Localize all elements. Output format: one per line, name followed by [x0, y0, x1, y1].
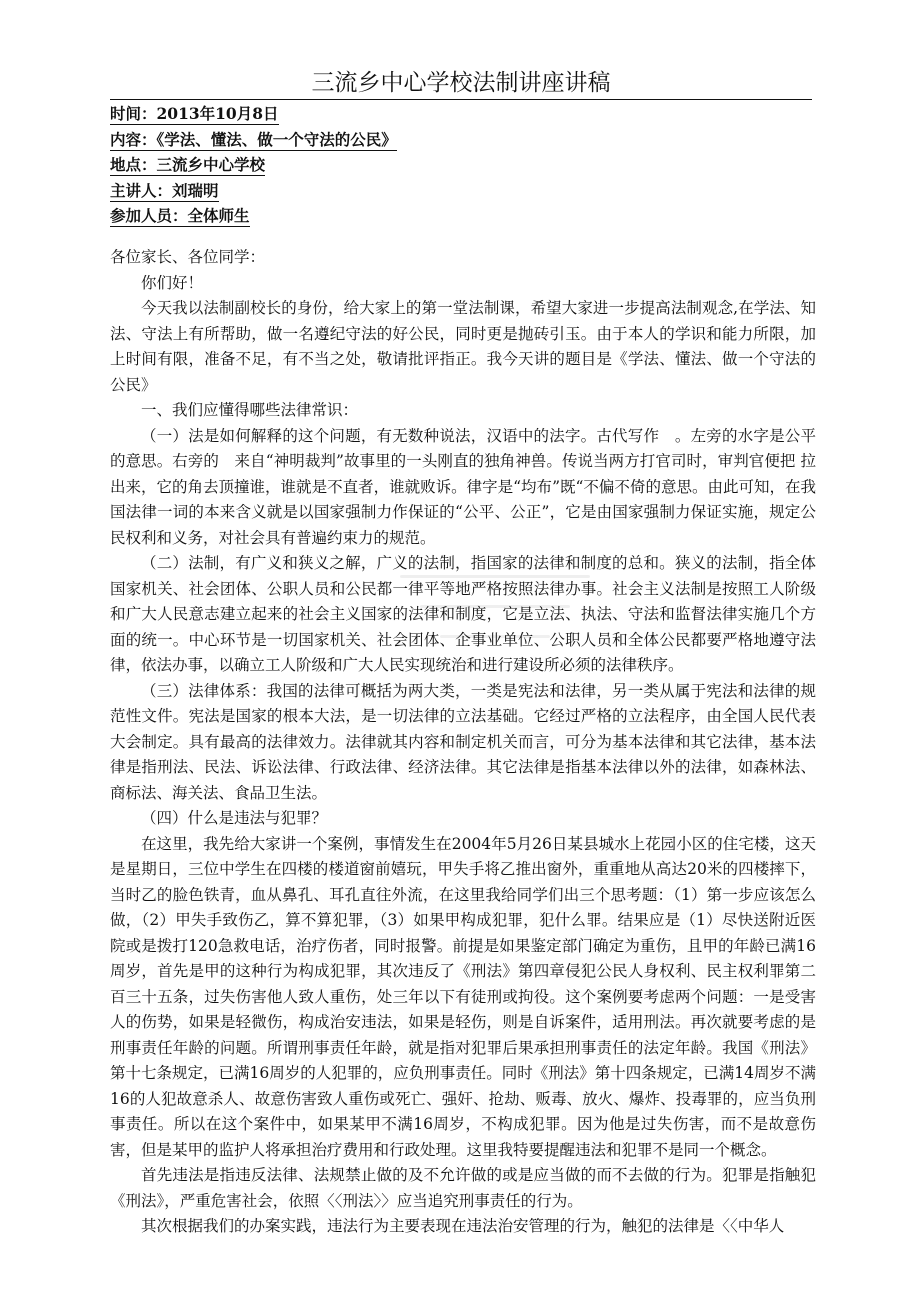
meta-speaker: 主讲人：刘瑞明: [110, 180, 219, 200]
meta-attendees: 参加人员：全体师生: [110, 206, 250, 225]
lecture-info: [110, 101, 812, 229]
subheading-crime: （四）什么是违法与犯罪？: [141, 809, 328, 827]
paragraph-law-definition: （一）法是如何解释的这个问题，有无数种说法，汉语中的法字。古代写作 。左旁的水字是公平的意思。右旁的 来自“神明裁判”故事里的一头刚直的独角神兽。传说当两方打官司时，审判官便把 拉出来，它的角去顶撞谁，谁就是不直者，谁就败诉。律字是“均布”既“不偏不倚的意思。由此可知，在我国法律一词的本来含义就是以国家强制力作保证的“公平、公正”，它是由国家强制力保证实施，规定公民权利和义务，对社会具有普遍约束力的规范。: [110, 426, 816, 547]
title-underline: [110, 99, 812, 100]
page-title: 三流乡中心学校法制讲座讲稿: [311, 70, 611, 96]
paragraph-intro: 今天我以法制副校长的身份，给大家上的第一堂法制课，希望大家进一步提高法制观念,在学法、知法、守法上有所帮助，做一名遵纪守法的好公民，同时更是抛砖引玉。由于本人的学识和能力所限，加上时间有限，准备不足，有不当之处，敬请批评指正。我今天讲的题目是《学法、懂法、做一个守法的公民》: [110, 299, 816, 394]
paragraph-practice: 其次根据我们的办案实践，违法行为主要表现在违法治安管理的行为，触犯的法律是〈〈中华人: [141, 1217, 785, 1235]
meta-time: 时间：2013年10月8日: [110, 104, 279, 123]
paragraph-case-study: 在这里，我先给大家讲一个案例，事情发生在2004年5月26日某县城水上花园小区的住宅楼，这天是星期日，三位中学生在四楼的楼道窗前嬉玩，甲失手将乙推出窗外，重重地从高达20米的四楼摔下，当时乙的脸色铁青，血从鼻孔、耳孔直往外流，在这里我给同学们出三个思考题：（1）第一步应该怎么做，（2）甲失手致伤乙，算不算犯罪，（3）如果甲构成犯罪，犯什么罪。结果应是（1）尽快送附近医院或是拨打120急救电话，治疗伤者，同时报警。前提是如果鉴定部门确定为重伤，且甲的年龄已满16周岁，首先是甲的这种行为构成犯罪，其次违反了《刑法》第四章侵犯公民人身权利、民主权利罪第二百三十五条，过失伤害他人致人重伤，处三年以下有徒刑或拘役。这个案例要考虑两个问题：一是受害人的伤势，如果是轻微伤，构成治安违法，如果是轻伤，则是自诉案件，适用刑法。再次就要考虑的是刑事责任年龄的问题。所谓刑事责任年龄，就是指对犯罪后果承担刑事责任的法定年龄。我国《刑法》第十七条规定，已满16周岁的人犯罪的，应负刑事责任。同时《刑法》第十四条规定，已满14周岁不满16的人犯故意杀人、故意伤害致人重伤或死亡、强奸、抢劫、贩毒、放火、爆炸、投毒罪的，应当负刑事责任。所以在这个案件中，如果某甲不满16周岁，不构成犯罪。因为他是过失伤害，而不是故意伤害，但是某甲的监护人将承担治疗费用和行政处理。这里我特要提醒违法和犯罪不是同一个概念。: [110, 834, 816, 1159]
paragraph-definitions: 首先违法是指违反法律、法规禁止做的及不允许做的或是应当做的而不去做的行为。犯罪是指触犯《刑法》，严重危害社会，依照〈〈刑法〉〉应当追究刑事责任的行为。: [110, 1166, 816, 1210]
paragraph-legal-system-meaning: （二）法制，有广义和狭义之解，广义的法制，指国家的法律和制度的总和。狭义的法制，指全体国家机关、社会团体、公职人员和公民都一律平等地严格按照法律办事。社会主义法制是按照工人阶级和广大人民意志建立起来的社会主义国家的法律和制度，它是立法、执法、守法和监督法律实施几个方面的统一。中心环节是一切国家机关、社会团体、企事业单位、公职人员和全体公民都要严格地遵守法律，依法办事，以确立工人阶级和广大人民实现统治和进行建设所必须的法律秩序。: [110, 554, 816, 674]
meta-place: 地点：三流乡中心学校: [110, 155, 266, 174]
greeting: 你们好！: [141, 273, 204, 292]
speech-body: [110, 245, 816, 1240]
salutation: 各位家长、各位同学：: [110, 248, 266, 266]
section-heading-1: 一、我们应懂得哪些法律常识：: [141, 401, 359, 419]
paragraph-law-system: （三）法律体系：我国的法律可概括为两大类，一类是宪法和法律，另一类从属于宪法和法律的规范性文件。宪法是国家的根本大法，是一切法律的立法基础。它经过严格的立法程序，由全国人民代表大会制定。具有最高的法律效力。法律就其内容和制定机关而言，可分为基本法律和其它法律，基本法律是指刑法、民法、诉讼法律、行政法律、经济法律。其它法律是指基本法律以外的法律，如森林法、商标法、海关法、食品卫生法。: [110, 681, 816, 802]
meta-content: 内容：《学法、懂法、做一个守法的公民》: [110, 129, 397, 149]
